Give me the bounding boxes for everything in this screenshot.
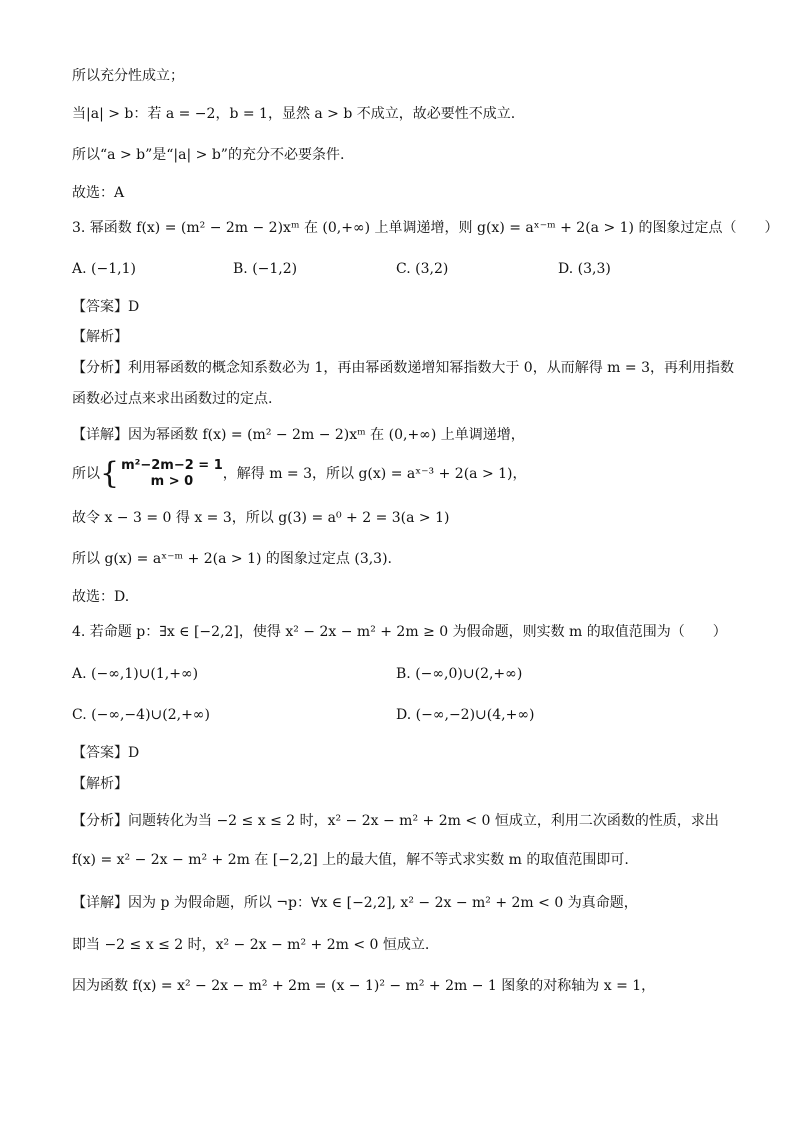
q4-answer: 【答案】D bbox=[72, 745, 140, 761]
q3-option-b-text: (−1,2) bbox=[252, 261, 298, 277]
q4-stem: 4. 若命题 p：∃x ∈ [−2,2]，使得 x² − 2x − m² + 2m ≥ 0 为假命题，则实数 m 的取值范围为（ ） bbox=[72, 624, 727, 640]
q4-option-a-label: A. bbox=[72, 666, 87, 682]
q3-stem: 3. 幂函数 f(x) = (m² − 2m − 2)xᵐ 在 (0,+∞) 上单调递增，则 g(x) = aˣ⁻ᵐ + 2(a > 1) 的图象过定点（ ） bbox=[72, 220, 779, 236]
q3-xiangjie-2-suffix: ，解得 m = 3，所以 g(x) = aˣ⁻³ + 2(a > 1)， bbox=[222, 466, 527, 482]
q4-option-a[interactable] bbox=[72, 664, 198, 684]
q3-option-d-text: (3,3) bbox=[577, 261, 611, 277]
equation-system-row-2: m > 0 bbox=[150, 474, 194, 489]
q3-xiangjie-2-prefix: 所以 bbox=[72, 466, 100, 482]
q4-option-d[interactable] bbox=[396, 705, 534, 725]
q4-option-d-label: D. bbox=[396, 707, 412, 723]
q4-option-b-label: B. bbox=[396, 666, 411, 682]
q3-option-b[interactable] bbox=[233, 259, 297, 279]
q3-option-c-text: (3,2) bbox=[415, 261, 449, 277]
q3-answer: 【答案】D bbox=[72, 299, 140, 315]
q4-option-c[interactable] bbox=[72, 705, 210, 725]
q3-option-a-label: A. bbox=[72, 261, 87, 277]
q3-option-a[interactable] bbox=[72, 259, 136, 279]
q4-fenxi-line-1: 【分析】问题转化为当 −2 ≤ x ≤ 2 时，x² − 2x − m² + 2m < 0 恒成立，利用二次函数的性质，求出 bbox=[72, 813, 719, 829]
q4-xiangjie-line-3: 因为函数 f(x) = x² − 2x − m² + 2m = (x − 1)² − m² + 2m − 1 图象的对称轴为 x = 1， bbox=[72, 978, 656, 994]
q4-option-b[interactable] bbox=[396, 664, 522, 684]
q3-option-d-label: D. bbox=[558, 261, 574, 277]
q2-text-line-1: 所以充分性成立； bbox=[72, 68, 184, 84]
q4-option-a-text: (−∞,1)∪(1,+∞) bbox=[91, 666, 199, 682]
q2-text-line-2: 当|a| > b：若 a = −2，b = 1，显然 a > b 不成立，故必要性不成立. bbox=[72, 106, 516, 122]
q3-option-b-label: B. bbox=[233, 261, 248, 277]
q3-option-a-text: (−1,1) bbox=[91, 261, 136, 277]
q3-option-d[interactable] bbox=[558, 259, 611, 279]
q3-analysis-title: 【解析】 bbox=[72, 329, 128, 345]
q3-fenxi-line-2: 函数必过点来求出函数过的定点. bbox=[72, 391, 273, 407]
q3-choice: 故选：D. bbox=[72, 589, 130, 605]
q4-fenxi-line-2: f(x) = x² − 2x − m² + 2m 在 [−2,2] 上的最大值，解不等式求实数 m 的取值范围即可. bbox=[72, 852, 629, 868]
left-brace: { bbox=[100, 456, 120, 491]
q3-xiangjie-line-1: 【详解】因为幂函数 f(x) = (m² − 2m − 2)xᵐ 在 (0,+∞) 上单调递增， bbox=[72, 427, 525, 443]
q4-option-c-text: (−∞,−4)∪(2,+∞) bbox=[91, 707, 210, 723]
q3-option-c[interactable] bbox=[396, 259, 448, 279]
q4-analysis-title: 【解析】 bbox=[72, 776, 128, 792]
q4-xiangjie-line-2: 即当 −2 ≤ x ≤ 2 时，x² − 2x − m² + 2m < 0 恒成立. bbox=[72, 937, 430, 953]
q4-option-c-label: C. bbox=[72, 707, 87, 723]
q3-xiangjie-line-3: 故令 x − 3 = 0 得 x = 3，所以 g(3) = a⁰ + 2 = 3(a > 1) bbox=[72, 510, 450, 526]
q3-xiangjie-line-2 bbox=[72, 458, 734, 490]
q2-text-line-3: 所以“a > b”是“|a| > b”的充分不必要条件. bbox=[72, 147, 345, 163]
equation-system-row-1: m²−2m−2 = 1 bbox=[121, 458, 223, 473]
q2-choice: 故选：A bbox=[72, 185, 125, 201]
q3-xiangjie-line-4: 所以 g(x) = aˣ⁻ᵐ + 2(a > 1) 的图象过定点 (3,3). bbox=[72, 551, 393, 567]
q4-option-d-text: (−∞,−2)∪(4,+∞) bbox=[415, 707, 535, 723]
q3-option-c-label: C. bbox=[396, 261, 411, 277]
equation-system bbox=[121, 458, 223, 490]
q3-fenxi-line-1: 【分析】利用幂函数的概念知系数必为 1，再由幂函数递增知幂指数大于 0，从而解得 m = 3，再利用指数 bbox=[72, 360, 734, 376]
q4-option-b-text: (−∞,0)∪(2,+∞) bbox=[415, 666, 523, 682]
q4-xiangjie-line-1: 【详解】因为 p 为假命题，所以 ¬p：∀x ∈ [−2,2], x² − 2x − m² + 2m < 0 为真命题， bbox=[72, 895, 638, 911]
